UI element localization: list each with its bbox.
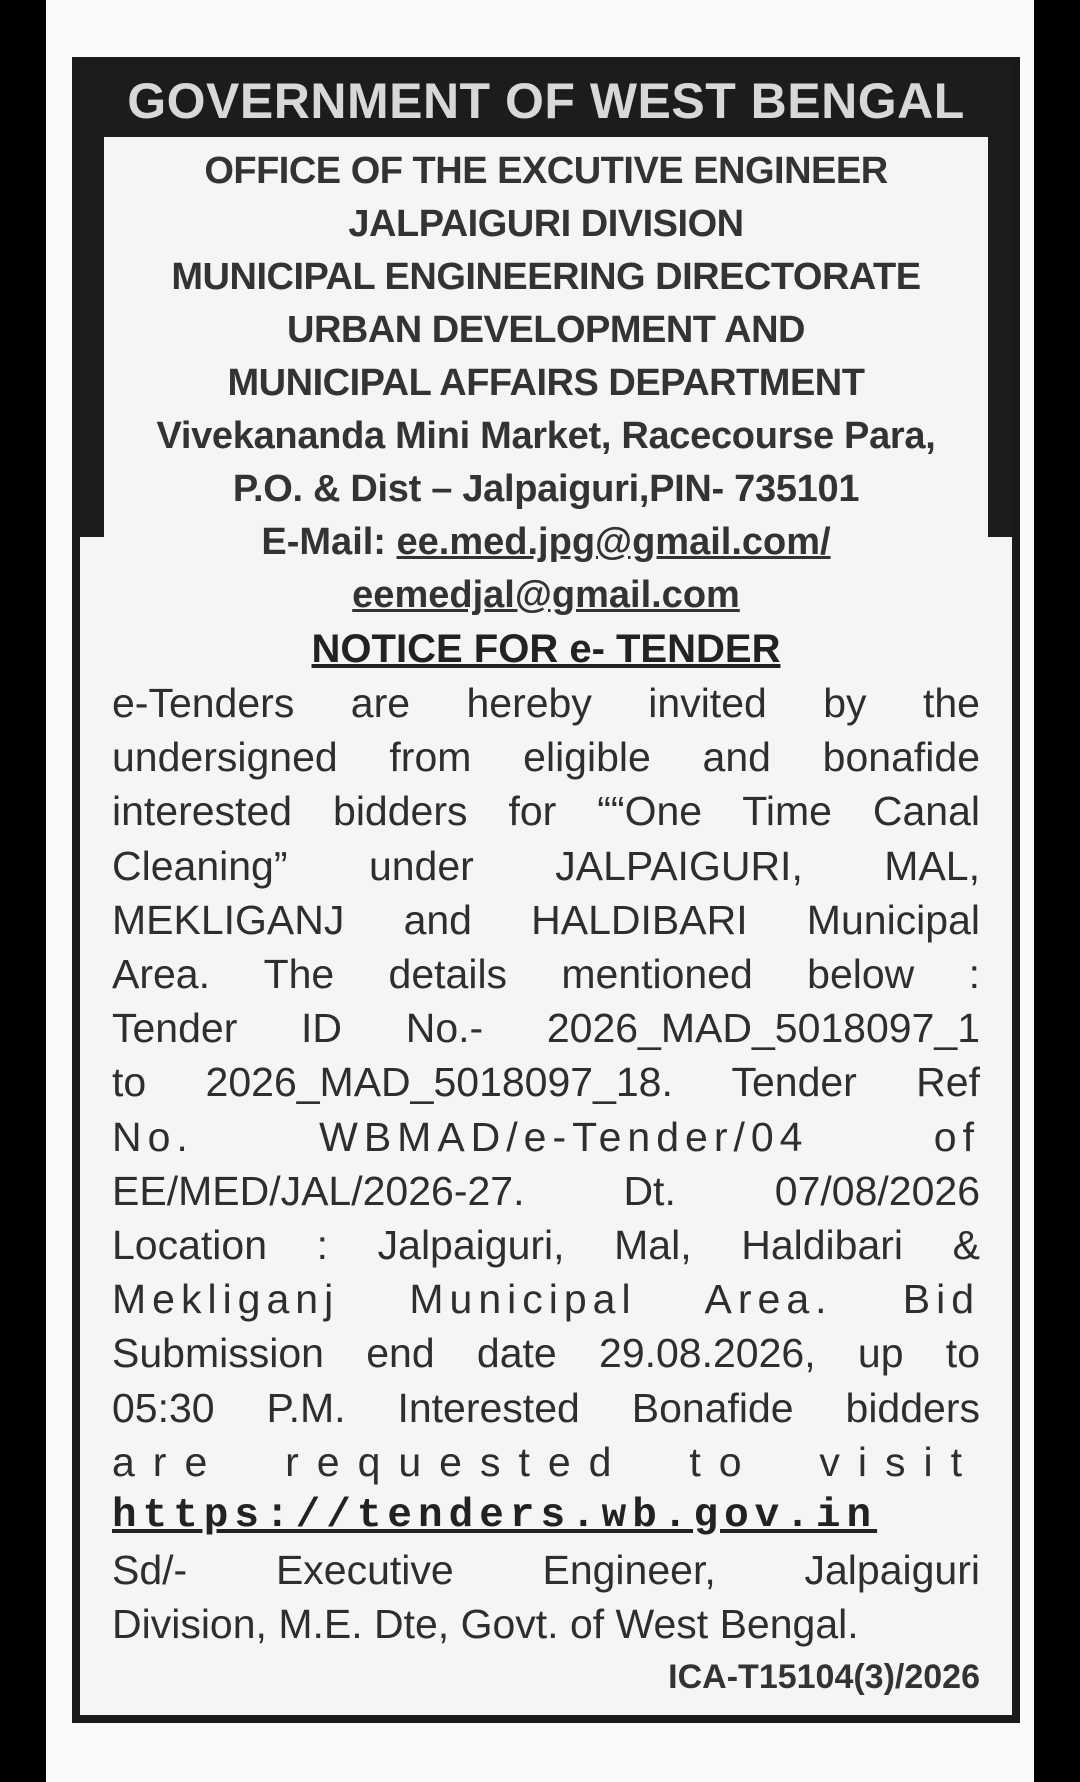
signature-line-1: Sd/- Executive Engineer, Jalpaiguri (112, 1547, 980, 1594)
email-line-2 (112, 569, 980, 622)
ica-reference: ICA-T15104(3)/2026 (668, 1657, 980, 1696)
header-band (80, 65, 1012, 137)
tender-notice (72, 57, 1020, 1723)
email-link-1[interactable]: ee.med.jpg@gmail.com/ (396, 521, 831, 563)
body-line: Submission end date 29.08.2026, up to (112, 1330, 980, 1377)
division-line: JALPAIGURI DIVISION (348, 203, 744, 245)
notice-content (112, 145, 980, 1702)
body-line: Mekliganj Municipal Area. Bid (112, 1276, 980, 1323)
department-line-2: MUNICIPAL AFFAIRS DEPARTMENT (227, 362, 865, 404)
body-line: Cleaning” under JALPAIGURI, MAL, (112, 842, 980, 889)
body-line: No. WBMAD/e-Tender/04 of (112, 1113, 980, 1160)
body-line: are requested to visit (112, 1438, 980, 1485)
office-title-line: OFFICE OF THE EXCUTIVE ENGINEER (204, 150, 888, 192)
right-border-band (988, 137, 1012, 537)
body-line: Area. The details mentioned below : (112, 951, 980, 998)
notice-heading: NOTICE FOR e- TENDER (311, 627, 781, 671)
body-line: Tender ID No.- 2026_MAD_5018097_1 (112, 1005, 980, 1052)
address-line-1: Vivekananda Mini Market, Racecourse Para, (156, 415, 936, 457)
body-line: Location : Jalpaiguri, Mal, Haldibari & (112, 1222, 980, 1269)
left-border-band (80, 137, 104, 537)
body-line: undersigned from eligible and bonafide (112, 734, 980, 781)
email-line (112, 516, 980, 569)
body-line: MEKLIGANJ and HALDIBARI Municipal (112, 896, 980, 943)
body-line: e-Tenders are hereby invited by the (112, 680, 980, 726)
tenders-website-link[interactable]: https://tenders.wb.gov.in (112, 1493, 878, 1540)
signature-line-2: Division, M.E. Dte, Govt. of West Bengal. (112, 1601, 859, 1648)
government-title: GOVERNMENT OF WEST BENGAL (127, 73, 965, 129)
email-link-2[interactable]: eemedjal@gmail.com (352, 574, 740, 616)
body-line: EE/MED/JAL/2026-27. Dt. 07/08/2026 (112, 1167, 980, 1214)
address-line-2: P.O. & Dist – Jalpaiguri,PIN- 735101 (232, 468, 860, 510)
directorate-line: MUNICIPAL ENGINEERING DIRECTORATE (171, 256, 921, 298)
body-line: interested bidders for ““One Time Canal (112, 788, 980, 835)
body-line: 05:30 P.M. Interested Bonafide bidders (112, 1384, 980, 1431)
email-label: E-Mail: (261, 521, 397, 563)
body-line: to 2026_MAD_5018097_18. Tender Ref (112, 1059, 980, 1106)
department-line-1: URBAN DEVELOPMENT AND (287, 309, 805, 351)
